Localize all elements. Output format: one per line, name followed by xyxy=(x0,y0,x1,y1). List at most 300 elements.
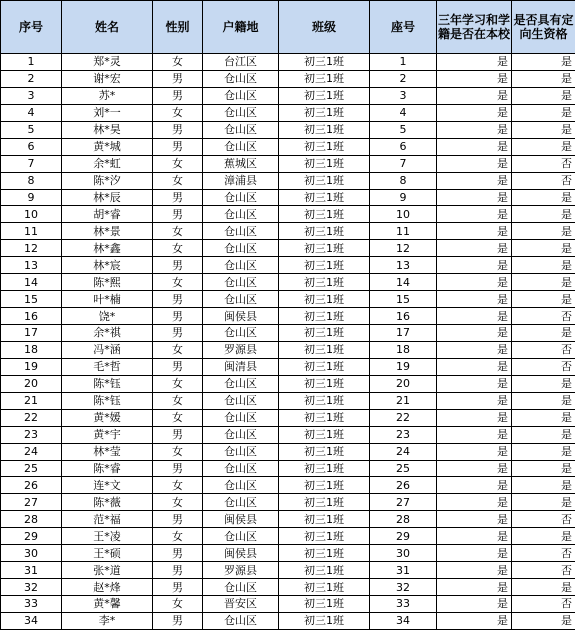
cell-name: 陈*汐 xyxy=(62,172,153,189)
table-row xyxy=(1,392,575,409)
cell-index: 22 xyxy=(1,409,62,426)
table-row xyxy=(1,460,575,477)
cell-gender: 男 xyxy=(153,562,203,579)
cell-directed-eligibility: 是 xyxy=(512,460,575,477)
cell-seat: 16 xyxy=(370,308,437,325)
cell-name: 黄*城 xyxy=(62,138,153,155)
cell-index: 9 xyxy=(1,189,62,206)
cell-three-year-study: 是 xyxy=(437,308,512,325)
cell-directed-eligibility: 是 xyxy=(512,579,575,596)
cell-gender: 男 xyxy=(153,511,203,528)
cell-index: 10 xyxy=(1,206,62,223)
cell-gender: 女 xyxy=(153,494,203,511)
cell-hukou: 仓山区 xyxy=(203,443,279,460)
table-row xyxy=(1,528,575,545)
cell-class: 初三1班 xyxy=(279,54,370,71)
table-row xyxy=(1,70,575,87)
cell-three-year-study: 是 xyxy=(437,562,512,579)
cell-name: 林*宸 xyxy=(62,257,153,274)
cell-seat: 3 xyxy=(370,87,437,104)
table-row xyxy=(1,172,575,189)
cell-hukou: 仓山区 xyxy=(203,528,279,545)
cell-gender: 男 xyxy=(153,545,203,562)
cell-seat: 20 xyxy=(370,375,437,392)
cell-seat: 5 xyxy=(370,121,437,138)
cell-index: 25 xyxy=(1,460,62,477)
cell-name: 谢*宏 xyxy=(62,70,153,87)
cell-directed-eligibility: 是 xyxy=(512,54,575,71)
cell-class: 初三1班 xyxy=(279,189,370,206)
cell-gender: 女 xyxy=(153,104,203,121)
table-row xyxy=(1,155,575,172)
cell-index: 32 xyxy=(1,579,62,596)
cell-three-year-study: 是 xyxy=(437,206,512,223)
cell-seat: 13 xyxy=(370,257,437,274)
table-row xyxy=(1,358,575,375)
cell-directed-eligibility: 是 xyxy=(512,392,575,409)
cell-index: 13 xyxy=(1,257,62,274)
cell-seat: 31 xyxy=(370,562,437,579)
cell-class: 初三1班 xyxy=(279,121,370,138)
cell-hukou: 仓山区 xyxy=(203,409,279,426)
cell-three-year-study: 是 xyxy=(437,511,512,528)
cell-seat: 8 xyxy=(370,172,437,189)
cell-seat: 34 xyxy=(370,612,437,629)
header-directed-eligibility: 是否具有定向生资格 xyxy=(512,1,575,54)
cell-seat: 24 xyxy=(370,443,437,460)
cell-class: 初三1班 xyxy=(279,70,370,87)
cell-hukou: 仓山区 xyxy=(203,375,279,392)
cell-class: 初三1班 xyxy=(279,104,370,121)
cell-three-year-study: 是 xyxy=(437,274,512,291)
cell-seat: 29 xyxy=(370,528,437,545)
cell-name: 张*道 xyxy=(62,562,153,579)
cell-name: 苏* xyxy=(62,87,153,104)
cell-name: 陈*钰 xyxy=(62,392,153,409)
cell-index: 31 xyxy=(1,562,62,579)
cell-hukou: 闽侯县 xyxy=(203,511,279,528)
cell-gender: 男 xyxy=(153,70,203,87)
cell-seat: 18 xyxy=(370,341,437,358)
cell-hukou: 台江区 xyxy=(203,54,279,71)
cell-class: 初三1班 xyxy=(279,358,370,375)
cell-seat: 30 xyxy=(370,545,437,562)
cell-three-year-study: 是 xyxy=(437,341,512,358)
table-row xyxy=(1,138,575,155)
cell-directed-eligibility: 否 xyxy=(512,511,575,528)
cell-seat: 10 xyxy=(370,206,437,223)
cell-three-year-study: 是 xyxy=(437,392,512,409)
cell-directed-eligibility: 是 xyxy=(512,477,575,494)
cell-three-year-study: 是 xyxy=(437,189,512,206)
cell-class: 初三1班 xyxy=(279,511,370,528)
cell-three-year-study: 是 xyxy=(437,579,512,596)
cell-directed-eligibility: 是 xyxy=(512,409,575,426)
cell-class: 初三1班 xyxy=(279,206,370,223)
cell-directed-eligibility: 否 xyxy=(512,308,575,325)
cell-directed-eligibility: 是 xyxy=(512,104,575,121)
cell-gender: 男 xyxy=(153,138,203,155)
cell-seat: 28 xyxy=(370,511,437,528)
cell-gender: 男 xyxy=(153,121,203,138)
cell-three-year-study: 是 xyxy=(437,121,512,138)
cell-directed-eligibility: 是 xyxy=(512,257,575,274)
header-three-year-study: 三年学习和学籍是否在本校 xyxy=(437,1,512,54)
cell-hukou: 仓山区 xyxy=(203,274,279,291)
cell-hukou: 仓山区 xyxy=(203,494,279,511)
cell-class: 初三1班 xyxy=(279,223,370,240)
cell-name: 林*莹 xyxy=(62,443,153,460)
cell-index: 8 xyxy=(1,172,62,189)
cell-name: 王*硕 xyxy=(62,545,153,562)
cell-hukou: 仓山区 xyxy=(203,392,279,409)
cell-seat: 19 xyxy=(370,358,437,375)
cell-gender: 男 xyxy=(153,460,203,477)
cell-seat: 23 xyxy=(370,426,437,443)
cell-hukou: 仓山区 xyxy=(203,138,279,155)
cell-index: 17 xyxy=(1,325,62,342)
cell-class: 初三1班 xyxy=(279,274,370,291)
cell-three-year-study: 是 xyxy=(437,172,512,189)
table-row xyxy=(1,596,575,613)
cell-directed-eligibility: 是 xyxy=(512,206,575,223)
cell-three-year-study: 是 xyxy=(437,155,512,172)
cell-gender: 男 xyxy=(153,308,203,325)
cell-seat: 33 xyxy=(370,596,437,613)
cell-name: 叶*楠 xyxy=(62,291,153,308)
cell-seat: 26 xyxy=(370,477,437,494)
cell-name: 陈*睿 xyxy=(62,460,153,477)
cell-three-year-study: 是 xyxy=(437,257,512,274)
cell-three-year-study: 是 xyxy=(437,358,512,375)
table-row xyxy=(1,409,575,426)
cell-index: 5 xyxy=(1,121,62,138)
cell-gender: 女 xyxy=(153,155,203,172)
cell-directed-eligibility: 是 xyxy=(512,121,575,138)
cell-name: 黄*媛 xyxy=(62,409,153,426)
cell-hukou: 漳浦县 xyxy=(203,172,279,189)
cell-hukou: 仓山区 xyxy=(203,240,279,257)
cell-hukou: 仓山区 xyxy=(203,104,279,121)
table-row xyxy=(1,494,575,511)
table-row xyxy=(1,104,575,121)
cell-gender: 男 xyxy=(153,189,203,206)
cell-three-year-study: 是 xyxy=(437,240,512,257)
cell-index: 23 xyxy=(1,426,62,443)
cell-name: 李* xyxy=(62,612,153,629)
header-hukou: 户籍地 xyxy=(203,1,279,54)
cell-index: 15 xyxy=(1,291,62,308)
cell-gender: 女 xyxy=(153,528,203,545)
cell-index: 34 xyxy=(1,612,62,629)
cell-class: 初三1班 xyxy=(279,443,370,460)
header-gender: 性别 xyxy=(153,1,203,54)
cell-directed-eligibility: 是 xyxy=(512,325,575,342)
cell-three-year-study: 是 xyxy=(437,291,512,308)
cell-class: 初三1班 xyxy=(279,375,370,392)
cell-index: 33 xyxy=(1,596,62,613)
cell-name: 连*文 xyxy=(62,477,153,494)
cell-index: 12 xyxy=(1,240,62,257)
cell-directed-eligibility: 是 xyxy=(512,138,575,155)
cell-index: 19 xyxy=(1,358,62,375)
cell-class: 初三1班 xyxy=(279,409,370,426)
cell-gender: 女 xyxy=(153,477,203,494)
cell-name: 余*虹 xyxy=(62,155,153,172)
cell-gender: 女 xyxy=(153,443,203,460)
cell-seat: 21 xyxy=(370,392,437,409)
cell-name: 林*景 xyxy=(62,223,153,240)
header-index: 序号 xyxy=(1,1,62,54)
cell-name: 陈*薇 xyxy=(62,494,153,511)
table-row xyxy=(1,426,575,443)
cell-directed-eligibility: 是 xyxy=(512,291,575,308)
cell-hukou: 罗源县 xyxy=(203,562,279,579)
cell-three-year-study: 是 xyxy=(437,375,512,392)
cell-gender: 女 xyxy=(153,54,203,71)
cell-index: 26 xyxy=(1,477,62,494)
table-row xyxy=(1,443,575,460)
cell-gender: 女 xyxy=(153,274,203,291)
table-row xyxy=(1,223,575,240)
cell-class: 初三1班 xyxy=(279,325,370,342)
cell-directed-eligibility: 否 xyxy=(512,172,575,189)
cell-three-year-study: 是 xyxy=(437,460,512,477)
table-row xyxy=(1,545,575,562)
cell-class: 初三1班 xyxy=(279,341,370,358)
cell-name: 胡*睿 xyxy=(62,206,153,223)
cell-index: 3 xyxy=(1,87,62,104)
cell-class: 初三1班 xyxy=(279,596,370,613)
cell-index: 7 xyxy=(1,155,62,172)
cell-seat: 11 xyxy=(370,223,437,240)
cell-class: 初三1班 xyxy=(279,138,370,155)
table-row xyxy=(1,375,575,392)
cell-index: 30 xyxy=(1,545,62,562)
cell-gender: 女 xyxy=(153,375,203,392)
cell-directed-eligibility: 否 xyxy=(512,341,575,358)
cell-hukou: 仓山区 xyxy=(203,206,279,223)
cell-seat: 2 xyxy=(370,70,437,87)
cell-three-year-study: 是 xyxy=(437,494,512,511)
cell-gender: 男 xyxy=(153,257,203,274)
cell-directed-eligibility: 是 xyxy=(512,375,575,392)
cell-name: 林*昊 xyxy=(62,121,153,138)
cell-directed-eligibility: 是 xyxy=(512,426,575,443)
cell-name: 余*祺 xyxy=(62,325,153,342)
cell-index: 21 xyxy=(1,392,62,409)
cell-hukou: 蕉城区 xyxy=(203,155,279,172)
cell-directed-eligibility: 否 xyxy=(512,358,575,375)
table-row xyxy=(1,308,575,325)
cell-hukou: 仓山区 xyxy=(203,87,279,104)
cell-hukou: 仓山区 xyxy=(203,121,279,138)
cell-gender: 男 xyxy=(153,206,203,223)
table-row xyxy=(1,562,575,579)
cell-index: 28 xyxy=(1,511,62,528)
cell-three-year-study: 是 xyxy=(437,528,512,545)
table-row xyxy=(1,121,575,138)
cell-index: 27 xyxy=(1,494,62,511)
cell-name: 王*凌 xyxy=(62,528,153,545)
cell-seat: 32 xyxy=(370,579,437,596)
cell-directed-eligibility: 否 xyxy=(512,155,575,172)
cell-class: 初三1班 xyxy=(279,87,370,104)
cell-name: 冯*涵 xyxy=(62,341,153,358)
cell-hukou: 仓山区 xyxy=(203,70,279,87)
cell-directed-eligibility: 是 xyxy=(512,87,575,104)
cell-directed-eligibility: 是 xyxy=(512,189,575,206)
cell-seat: 4 xyxy=(370,104,437,121)
cell-name: 赵*烽 xyxy=(62,579,153,596)
cell-directed-eligibility: 是 xyxy=(512,443,575,460)
cell-three-year-study: 是 xyxy=(437,70,512,87)
cell-name: 饶* xyxy=(62,308,153,325)
cell-index: 4 xyxy=(1,104,62,121)
cell-class: 初三1班 xyxy=(279,494,370,511)
cell-gender: 男 xyxy=(153,612,203,629)
cell-hukou: 仓山区 xyxy=(203,477,279,494)
cell-three-year-study: 是 xyxy=(437,138,512,155)
cell-name: 林*鑫 xyxy=(62,240,153,257)
cell-class: 初三1班 xyxy=(279,426,370,443)
cell-three-year-study: 是 xyxy=(437,443,512,460)
cell-class: 初三1班 xyxy=(279,172,370,189)
cell-index: 11 xyxy=(1,223,62,240)
cell-class: 初三1班 xyxy=(279,477,370,494)
table-row xyxy=(1,511,575,528)
cell-index: 1 xyxy=(1,54,62,71)
cell-index: 29 xyxy=(1,528,62,545)
cell-seat: 7 xyxy=(370,155,437,172)
cell-three-year-study: 是 xyxy=(437,223,512,240)
cell-directed-eligibility: 是 xyxy=(512,274,575,291)
table-row xyxy=(1,54,575,71)
table-row xyxy=(1,257,575,274)
cell-hukou: 仓山区 xyxy=(203,460,279,477)
cell-hukou: 仓山区 xyxy=(203,257,279,274)
cell-class: 初三1班 xyxy=(279,579,370,596)
cell-seat: 25 xyxy=(370,460,437,477)
cell-index: 16 xyxy=(1,308,62,325)
cell-index: 18 xyxy=(1,341,62,358)
cell-three-year-study: 是 xyxy=(437,426,512,443)
cell-class: 初三1班 xyxy=(279,460,370,477)
cell-three-year-study: 是 xyxy=(437,54,512,71)
cell-three-year-study: 是 xyxy=(437,87,512,104)
cell-index: 14 xyxy=(1,274,62,291)
cell-hukou: 闽侯县 xyxy=(203,308,279,325)
cell-gender: 男 xyxy=(153,358,203,375)
cell-hukou: 仓山区 xyxy=(203,612,279,629)
cell-class: 初三1班 xyxy=(279,528,370,545)
cell-hukou: 闽清县 xyxy=(203,358,279,375)
cell-name: 郑*灵 xyxy=(62,54,153,71)
table-row xyxy=(1,477,575,494)
cell-class: 初三1班 xyxy=(279,545,370,562)
cell-class: 初三1班 xyxy=(279,562,370,579)
cell-three-year-study: 是 xyxy=(437,545,512,562)
cell-gender: 男 xyxy=(153,579,203,596)
cell-hukou: 仓山区 xyxy=(203,579,279,596)
cell-index: 2 xyxy=(1,70,62,87)
cell-class: 初三1班 xyxy=(279,308,370,325)
cell-seat: 12 xyxy=(370,240,437,257)
cell-name: 黄*馨 xyxy=(62,596,153,613)
cell-class: 初三1班 xyxy=(279,291,370,308)
table-row xyxy=(1,206,575,223)
header-class: 班级 xyxy=(279,1,370,54)
cell-name: 范*福 xyxy=(62,511,153,528)
cell-seat: 15 xyxy=(370,291,437,308)
cell-gender: 女 xyxy=(153,409,203,426)
header-seat: 座号 xyxy=(370,1,437,54)
table-row xyxy=(1,291,575,308)
cell-gender: 女 xyxy=(153,223,203,240)
table-header-row xyxy=(1,1,575,54)
cell-name: 陈*熙 xyxy=(62,274,153,291)
cell-hukou: 仓山区 xyxy=(203,189,279,206)
cell-three-year-study: 是 xyxy=(437,104,512,121)
cell-gender: 女 xyxy=(153,392,203,409)
cell-name: 陈*钰 xyxy=(62,375,153,392)
cell-hukou: 仓山区 xyxy=(203,325,279,342)
cell-three-year-study: 是 xyxy=(437,612,512,629)
cell-directed-eligibility: 是 xyxy=(512,223,575,240)
cell-directed-eligibility: 是 xyxy=(512,528,575,545)
table-row xyxy=(1,274,575,291)
cell-directed-eligibility: 是 xyxy=(512,70,575,87)
cell-class: 初三1班 xyxy=(279,612,370,629)
cell-class: 初三1班 xyxy=(279,257,370,274)
cell-hukou: 晋安区 xyxy=(203,596,279,613)
cell-name: 黄*宇 xyxy=(62,426,153,443)
cell-hukou: 仓山区 xyxy=(203,223,279,240)
cell-seat: 6 xyxy=(370,138,437,155)
cell-directed-eligibility: 是 xyxy=(512,494,575,511)
header-name: 姓名 xyxy=(62,1,153,54)
table-row xyxy=(1,341,575,358)
table-row xyxy=(1,325,575,342)
table-row xyxy=(1,189,575,206)
cell-gender: 男 xyxy=(153,325,203,342)
cell-seat: 9 xyxy=(370,189,437,206)
cell-gender: 女 xyxy=(153,596,203,613)
cell-three-year-study: 是 xyxy=(437,477,512,494)
cell-hukou: 仓山区 xyxy=(203,291,279,308)
cell-seat: 1 xyxy=(370,54,437,71)
cell-seat: 17 xyxy=(370,325,437,342)
cell-gender: 男 xyxy=(153,291,203,308)
cell-class: 初三1班 xyxy=(279,155,370,172)
cell-three-year-study: 是 xyxy=(437,409,512,426)
cell-gender: 女 xyxy=(153,172,203,189)
cell-class: 初三1班 xyxy=(279,392,370,409)
cell-seat: 22 xyxy=(370,409,437,426)
table-row xyxy=(1,612,575,629)
cell-three-year-study: 是 xyxy=(437,325,512,342)
cell-gender: 男 xyxy=(153,87,203,104)
cell-gender: 女 xyxy=(153,240,203,257)
cell-hukou: 闽侯县 xyxy=(203,545,279,562)
cell-index: 20 xyxy=(1,375,62,392)
cell-seat: 27 xyxy=(370,494,437,511)
cell-name: 林*辰 xyxy=(62,189,153,206)
cell-directed-eligibility: 否 xyxy=(512,562,575,579)
cell-directed-eligibility: 否 xyxy=(512,596,575,613)
cell-class: 初三1班 xyxy=(279,240,370,257)
cell-three-year-study: 是 xyxy=(437,596,512,613)
